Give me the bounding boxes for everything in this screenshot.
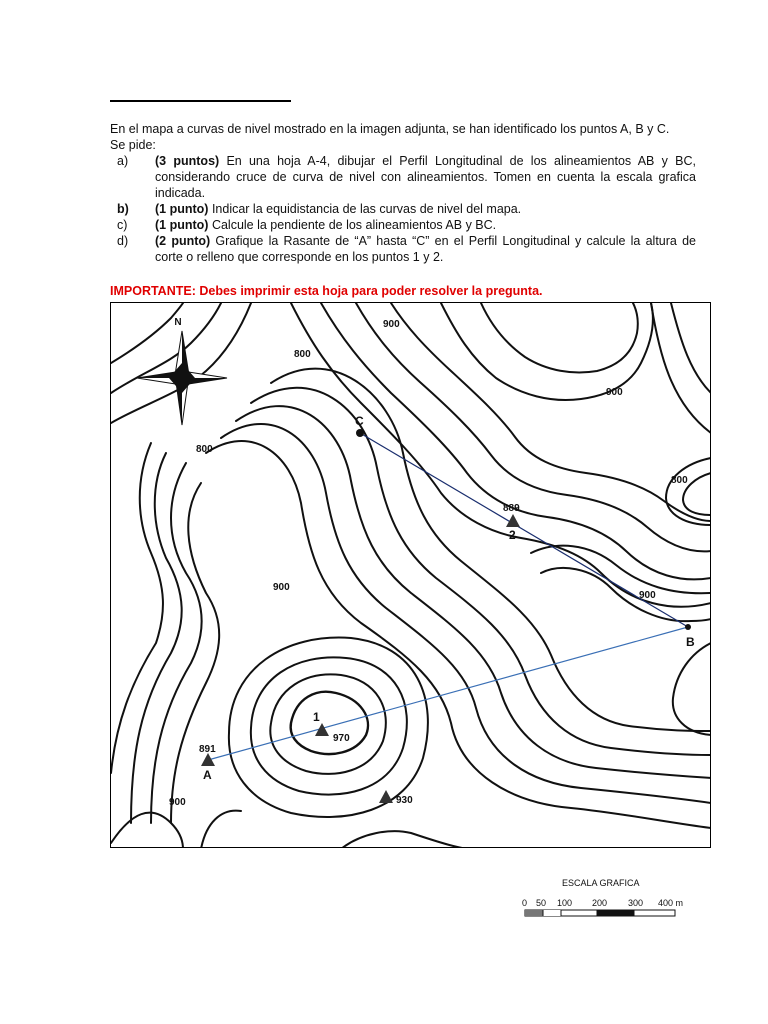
contour-lines [111, 303, 711, 848]
scale-tick: 200 [592, 898, 608, 908]
task-marker: a) [117, 154, 129, 168]
point-c-marker [356, 429, 364, 437]
contour-label: 900 [169, 797, 186, 808]
point-1-label: 1 [313, 710, 320, 724]
scale-title: ESCALA GRAFICA [562, 878, 640, 888]
contour-label: 900 [273, 582, 290, 593]
title-underline [110, 100, 291, 102]
point-a-label: A [203, 768, 212, 782]
point-2-elevation: 889 [503, 503, 520, 514]
contour-label: 900 [639, 590, 656, 601]
task-marker: d) [117, 234, 129, 248]
point-2-label: 2 [509, 528, 516, 542]
contour-label: 800 [196, 444, 213, 455]
contour-label-group [169, 319, 688, 808]
scale-tick: 0 [522, 898, 528, 908]
point-b-label: B [686, 635, 695, 649]
scale-tick: 300 [628, 898, 644, 908]
point-b-marker [685, 624, 691, 630]
task-points: (2 punto) [155, 234, 211, 248]
contour-label: 800 [294, 349, 311, 360]
north-label: N [174, 317, 182, 328]
task-points: (1 punto) [155, 218, 209, 232]
task-item-d [110, 233, 696, 265]
contour-label: 800 [671, 475, 688, 486]
question-text [110, 121, 696, 265]
contour-label: 900 [606, 387, 623, 398]
contour-map-svg [111, 303, 711, 848]
point-a-elevation: 891 [199, 744, 216, 755]
summit-elevation: 930 [396, 795, 413, 806]
topographic-map [110, 302, 711, 848]
point-1-elevation: 970 [333, 733, 350, 744]
task-points: (3 puntos) [155, 154, 220, 168]
scale-tick: 50 [536, 898, 547, 908]
task-points: (1 punto) [155, 202, 209, 216]
scale-bar [520, 908, 690, 922]
task-text: Indicar la equidistancia de las curvas de nivel del mapa. [208, 202, 522, 216]
task-item-a [110, 153, 696, 201]
important-notice: IMPORTANTE: Debes imprimir esta hoja para poder resolver la pregunta. [110, 284, 543, 298]
task-list [110, 153, 696, 265]
intro-line-2: Se pide: [110, 138, 156, 152]
alignment-ab-line [208, 627, 688, 760]
scale-tick: 100 [557, 898, 573, 908]
point-c-label: C [355, 414, 364, 428]
contour-label: 900 [383, 319, 400, 330]
summit-triangle [379, 790, 393, 803]
task-text: Grafique la Rasante de “A” hasta “C” en el Perfil Longitudinal y calcule la altura de corte o relleno que corresponde en los puntos 1 y 2. [155, 234, 696, 264]
task-item-b [110, 201, 696, 217]
task-text: Calcule la pendiente de los alineamientos AB y BC. [208, 218, 497, 232]
task-text: En una hoja A-4, dibujar el Perfil Longitudinal de los alineamientos AB y BC, considerando cruce de curva de nivel con alineamientos. Tomen en cuenta la escala grafica indicada. [155, 154, 696, 200]
intro-line-1: En el mapa a curvas de nivel mostrado en la imagen adjunta, se han identificado los puntos A, B y C. [110, 122, 670, 136]
scale-tick: 400 m [658, 898, 684, 908]
task-item-c [110, 217, 696, 233]
task-marker: c) [117, 218, 128, 232]
alignment-bc-line [360, 433, 688, 627]
task-marker: b) [117, 202, 129, 216]
